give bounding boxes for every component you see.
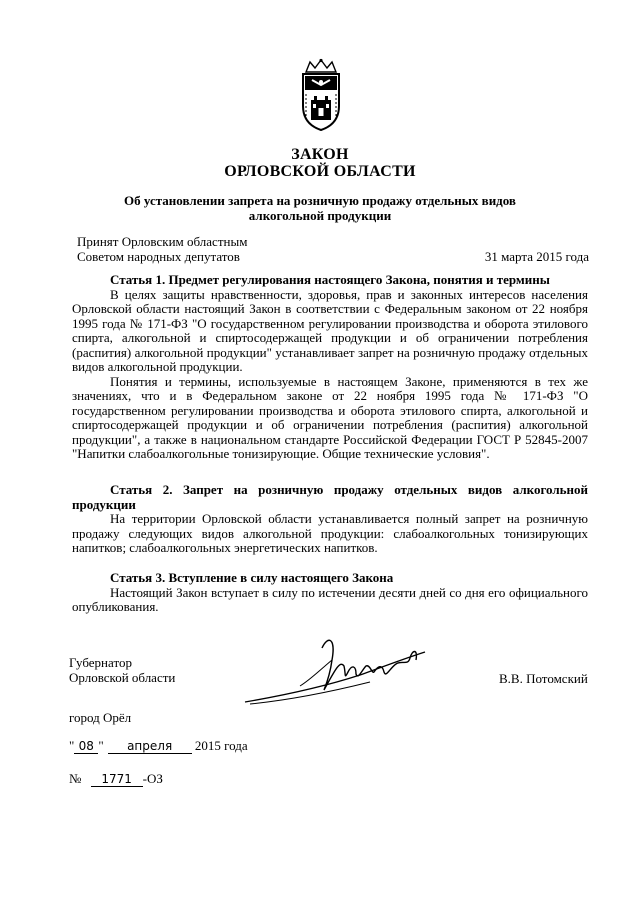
adoption-line-2: Советом народных депутатов (77, 249, 240, 264)
article-1-paragraph-1: В целях защиты нравственности, здоровья, прав и законных интересов населения Орловской области настоящий Закон в соответствии с Федеральным законом от 22 ноября 1995 года № 171-ФЗ "О государственном регулировании производства и оборота этилового спирта, алкогольной и спиртосодержащей продукции и об ограничении потребления (распития) алкогольной продукции" устанавливает запрет на розничную продажу отдельных видов алкогольной продукции. (72, 286, 588, 374)
law-number-value: 1771 (91, 772, 143, 787)
law-title: ЗАКОН (291, 146, 349, 163)
signing-year: 2015 года (194, 738, 248, 753)
quote-close: " (98, 738, 104, 753)
article-2-heading: Статья 2. Запрет на розничную продажу отдельных видов алкогольной продукции (72, 482, 588, 512)
law-number-suffix: -ОЗ (142, 771, 163, 786)
article-3-paragraph-1: Настоящий Закон вступает в силу по истечении десяти дней со дня его официального опубликования. (72, 584, 588, 614)
subtitle-line-1: Об установлении запрета на розничную продажу отдельных видов (124, 193, 516, 208)
signatory-name: В.В. Потомский (499, 671, 588, 686)
adoption-info (77, 234, 247, 264)
signatory-role (69, 655, 175, 685)
signatory-role-line-1: Губернатор (69, 655, 132, 670)
number-sign: № (69, 771, 82, 786)
article-2-paragraph-1: На территории Орловской области устанавливается полный запрет на розничную продажу следующих видов алкогольной продукции: слабоалкогольных тонизирующих напитков; слабоалкогольных энергетических напитков. (72, 511, 588, 555)
law-number (69, 771, 163, 787)
law-subtitle (0, 193, 640, 223)
article-1-heading: Статья 1. Предмет регулирования настоящего Закона, понятия и термины (110, 272, 550, 287)
subtitle-line-2: алкогольной продукции (248, 208, 392, 223)
signatory-role-line-2: Орловской области (69, 670, 176, 685)
article-1-paragraph-2: Понятия и термины, используемые в настоящем Законе, применяются в тех же значениях, что и в Федеральном законе от 22 ноября 1995 года № 171-ФЗ "О государственном регулировании производства и оборота этилового спирта, алкогольной и спиртосодержащей продукции и об ограничении потребления (распития) алкогольной продукции", а также в национальном стандарте Российской Федерации ГОСТ Р 52845-2007 "Напитки слабоалкогольные тонизирующие. Общие технические условия". (72, 373, 588, 461)
article-3 (72, 571, 588, 615)
quote-open: " (69, 738, 75, 753)
adoption-line-1: Принят Орловским областным (77, 234, 248, 249)
city: город Орёл (69, 710, 132, 725)
article-1 (72, 273, 588, 462)
signing-month: апреля (108, 739, 192, 754)
article-2 (72, 483, 588, 556)
signing-date (69, 738, 248, 754)
adoption-date: 31 марта 2015 года (484, 249, 589, 264)
region-title: ОРЛОВСКОЙ ОБЛАСТИ (224, 163, 416, 180)
handwritten-signature (240, 630, 440, 710)
signing-day: 08 (74, 739, 98, 754)
article-3-heading: Статья 3. Вступление в силу настоящего Закона (110, 570, 394, 585)
orel-oblast-coat-of-arms-icon (296, 58, 346, 133)
